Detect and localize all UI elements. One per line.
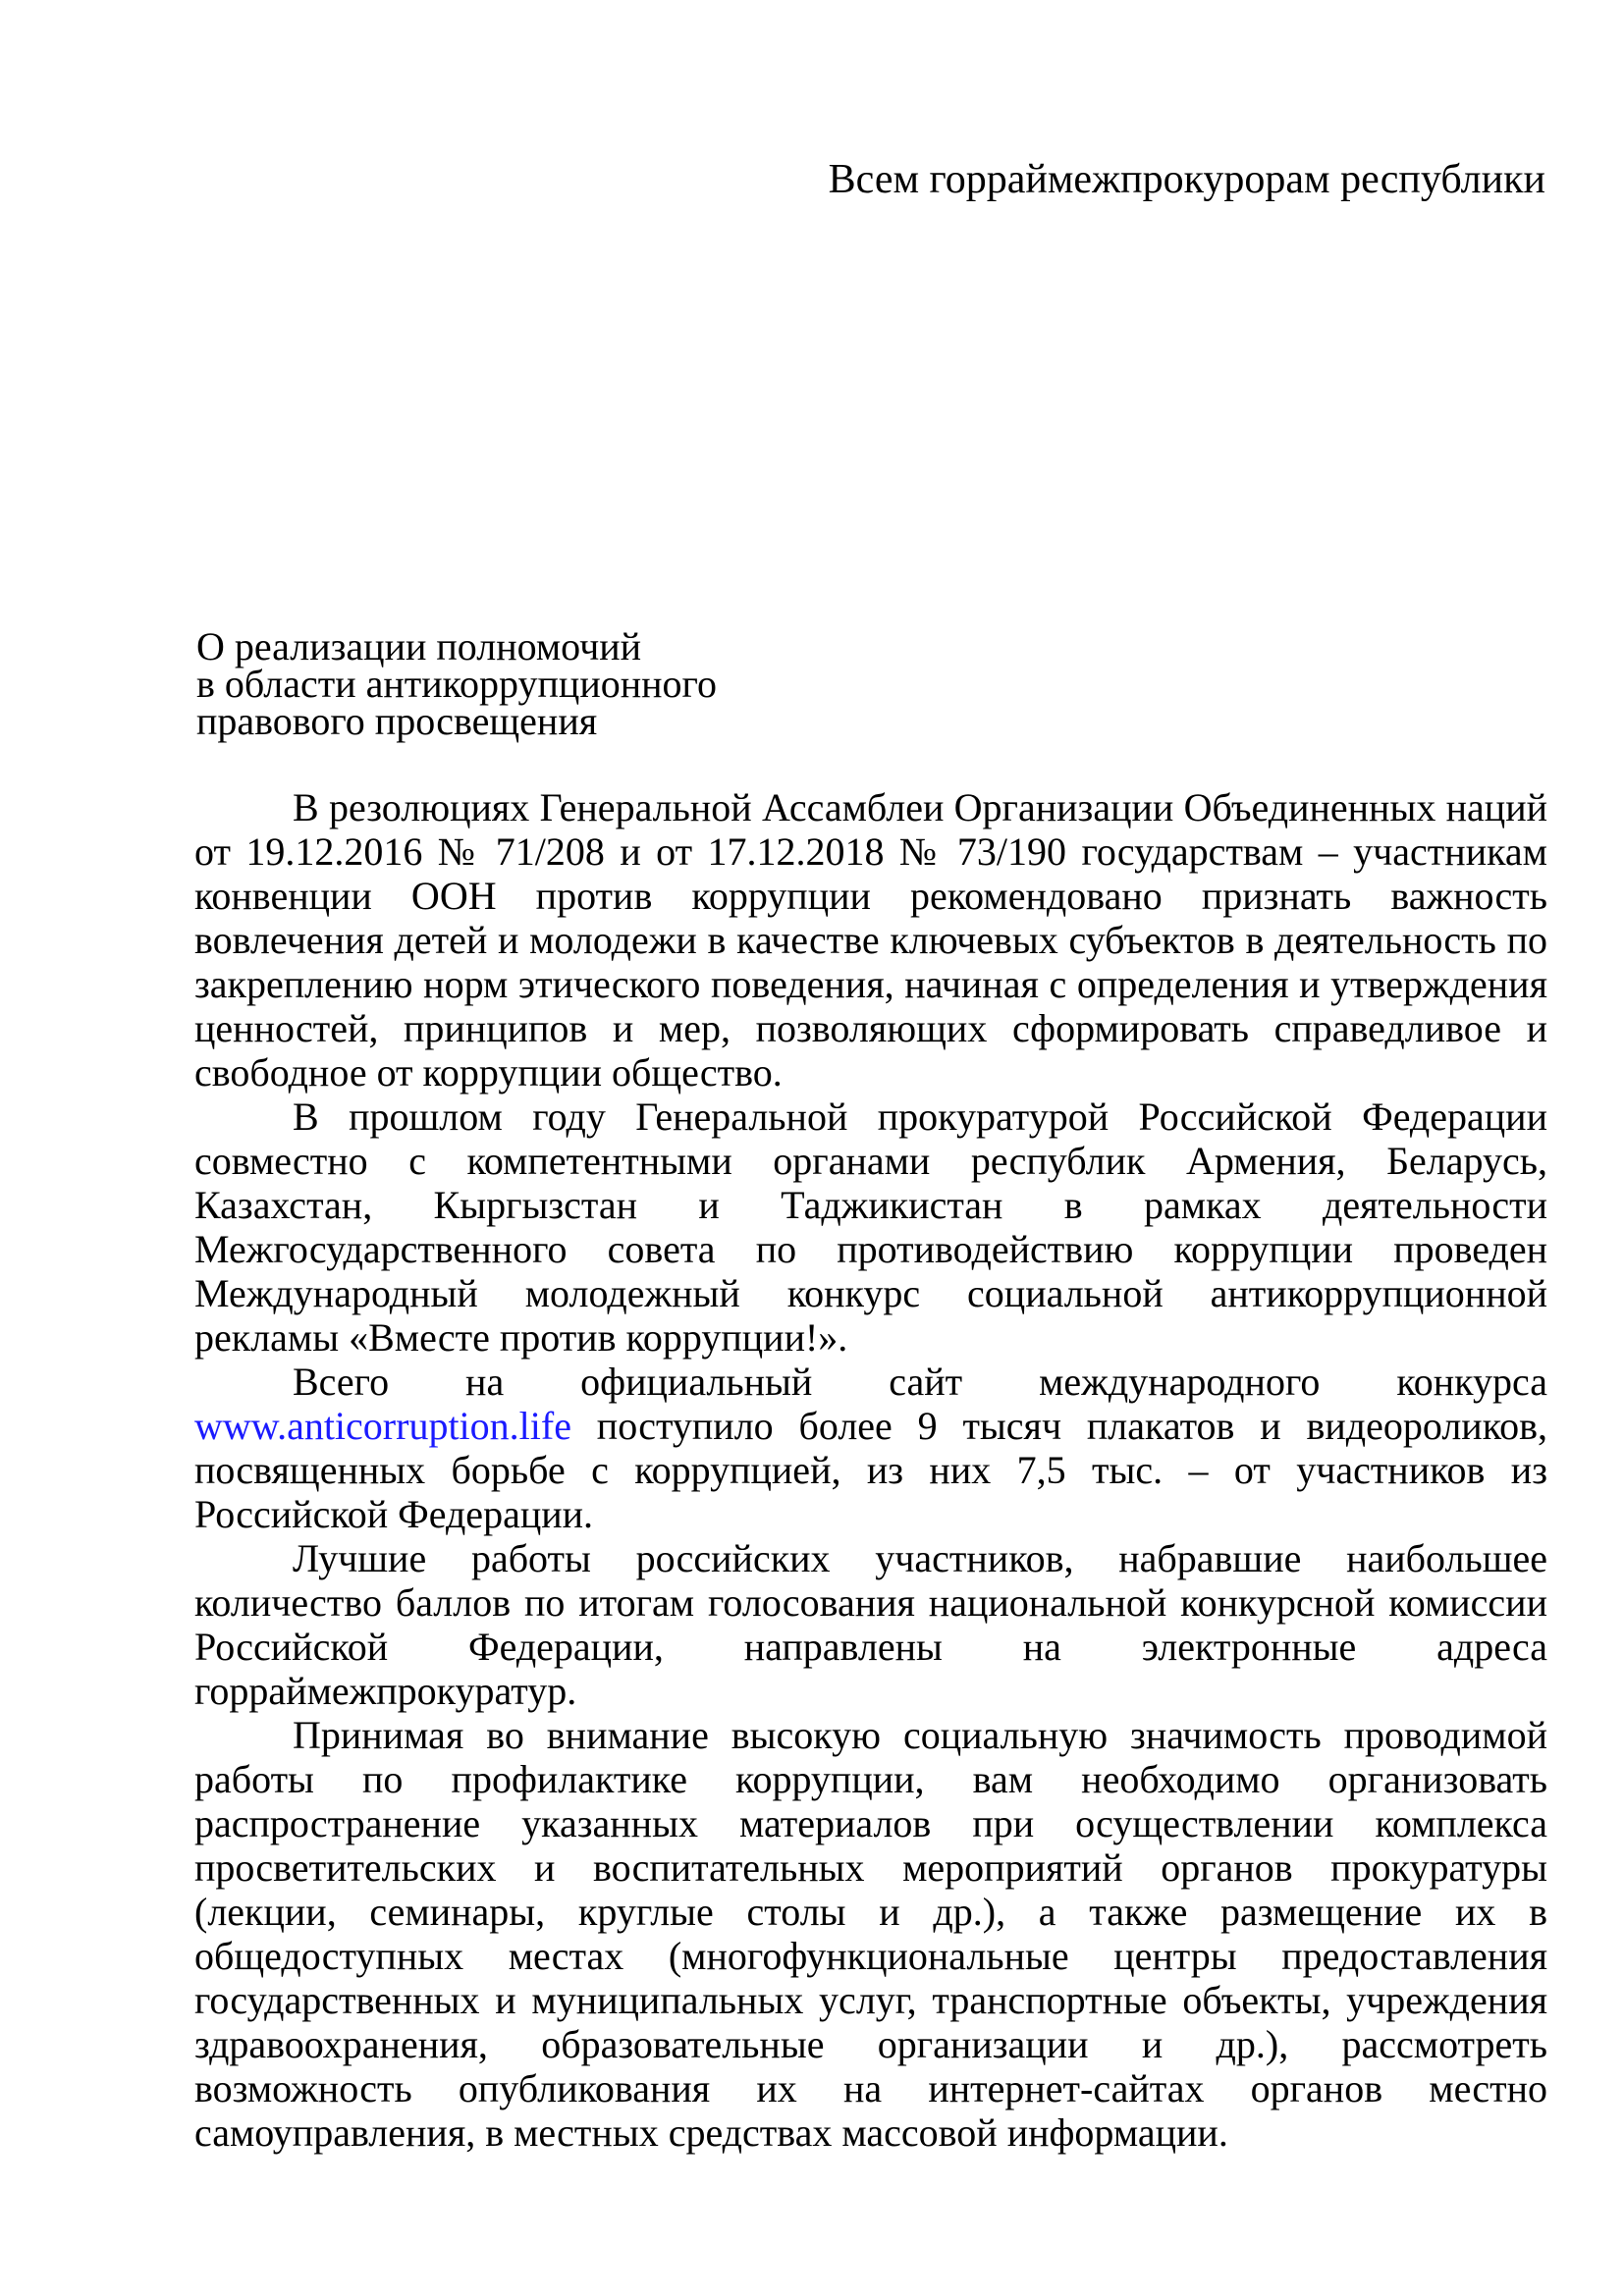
paragraph-submissions <box>194 1360 1547 1536</box>
paragraph-best-works: Лучшие работы российских участников, набравшие наибольшее количество баллов по итогам голосования национальной конкурсной комиссии Российской Федерации, направлены на электронные адреса горраймежпрокуратур. <box>194 1536 1547 1713</box>
subject-line: в области антикоррупционного <box>196 662 717 706</box>
paragraph-instructions: Принимая во внимание высокую социальную значимость проводимой работы по профилактике коррупции, вам необходимо организовать распространение указанных материалов при осуществлении комплекса просветительских и воспитательных мероприятий органов прокуратуры (лекции, семинары, круглые столы и др.), а также размещение их в общедоступных местах (многофункциональные центры предоставления государственных и муниципальных услуг, транспортные объекты, учреждения здравоохранения, образовательные организации и др.), рассмотреть возможность опубликования их на интернет-сайтах органов местно самоуправления, в местных средствах массовой информации. <box>194 1713 1547 2155</box>
paragraph-contest: В прошлом году Генеральной прокуратурой Российской Федерации совместно с компетентными органами республик Армения, Беларусь, Казахстан, Кыргызстан и Таджикистан в рамках деятельности Межгосударственного совета по противодействию коррупции проведен Международный молодежный конкурс социальной антикоррупционной рекламы «Вместе против коррупции!». <box>194 1095 1547 1360</box>
subject-line: О реализации полномочий <box>196 624 642 668</box>
addressee-line: Всем горраймежпрокурорам республики <box>828 157 1545 202</box>
paragraph-text: поступило более 9 тысяч плакатов и видеороликов, посвященных борьбе с коррупцией, из них 7,5 тыс. – от участников из Российской Федерации. <box>194 1404 1547 1536</box>
letter-body <box>194 785 1547 2155</box>
subject-line: правового просвещения <box>196 699 598 743</box>
paragraph-text: Всего на официальный сайт международного конкурса <box>293 1360 1547 1404</box>
contest-website-link[interactable]: www.anticorruption.life <box>194 1404 571 1448</box>
paragraph-un-resolutions: В резолюциях Генеральной Ассамблеи Организации Объединенных наций от 19.12.2016 № 71/208 и от 17.12.2018 № 73/190 государствам – участникам конвенции ООН против коррупции рекомендовано признать важность вовлечения детей и молодежи в качестве ключевых субъектов в деятельность по закреплению норм этического поведения, начиная с определения и утверждения ценностей, принципов и мер, позволяющих сформировать справедливое и свободное от коррупции общество. <box>194 785 1547 1095</box>
subject-block <box>196 624 717 743</box>
